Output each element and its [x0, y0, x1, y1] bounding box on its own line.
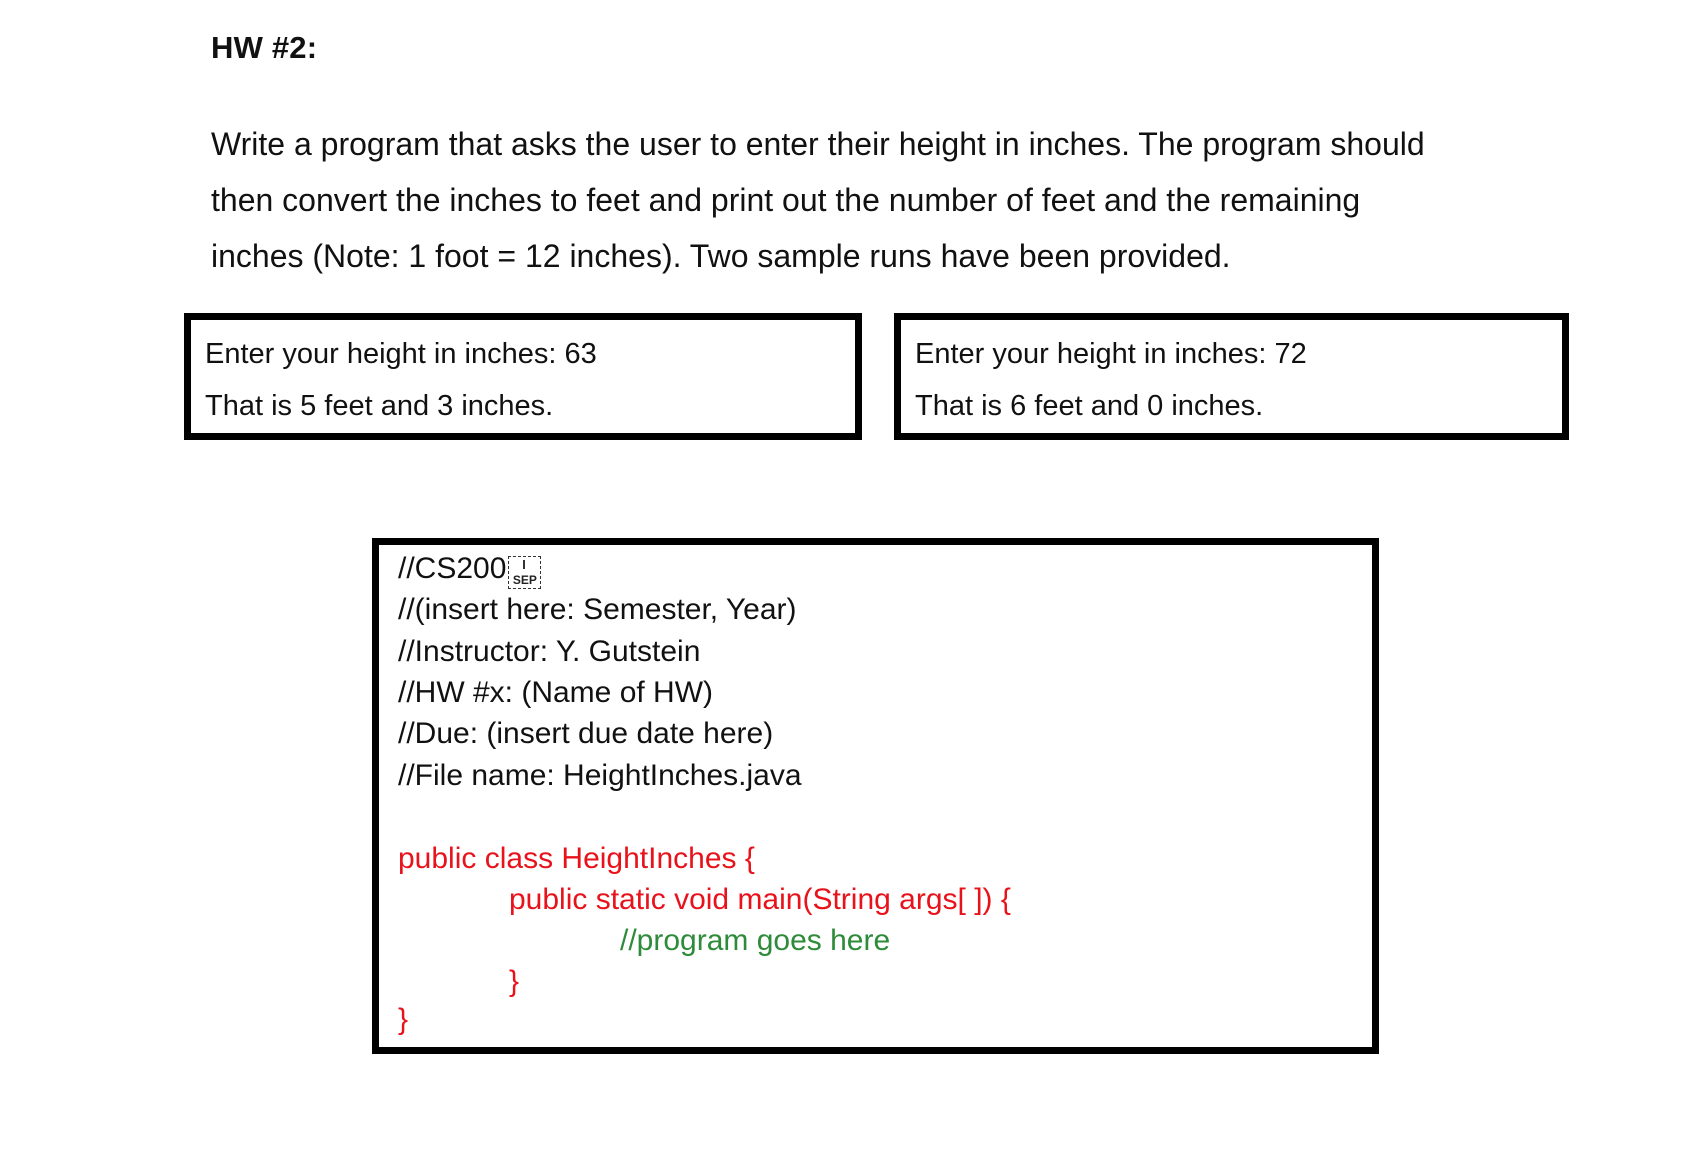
prompt-line: inches (Note: 1 foot = 12 inches). Two sample runs have been provided. — [211, 238, 1231, 274]
code-header-text: //CS200 — [398, 552, 507, 585]
sample-input-line: Enter your height in inches: 72 — [915, 338, 1307, 370]
code-class-declaration: public class HeightInches { — [398, 842, 755, 875]
prompt-line: Write a program that asks the user to enter their height in inches. The program should — [211, 126, 1425, 162]
sample-output-line: That is 5 feet and 3 inches. — [205, 390, 554, 422]
page-title: HW #2: — [211, 30, 318, 65]
code-template-box — [372, 538, 1379, 1054]
code-header-line: //File name: HeightInches.java — [398, 759, 802, 792]
code-header-line — [398, 552, 541, 589]
sep-marker-icon: SEP — [508, 556, 541, 589]
code-header-line: //HW #x: (Name of HW) — [398, 676, 714, 709]
code-header-line: //Due: (insert due date here) — [398, 717, 774, 750]
sample-run-1 — [184, 313, 862, 440]
code-close-brace-inner: } — [509, 965, 520, 998]
assignment-prompt — [211, 116, 1551, 284]
code-header-line: //Instructor: Y. Gutstein — [398, 635, 701, 668]
code-main-declaration: public static void main(String args[ ]) { — [509, 883, 1011, 916]
sample-input-line: Enter your height in inches: 63 — [205, 338, 597, 370]
code-comment: //program goes here — [620, 924, 891, 957]
prompt-line: then convert the inches to feet and print out the number of feet and the remaining — [211, 182, 1361, 218]
code-header-line: //(insert here: Semester, Year) — [398, 593, 797, 626]
code-close-brace-outer: } — [398, 1003, 409, 1036]
sample-output-line: That is 6 feet and 0 inches. — [915, 390, 1264, 422]
sample-run-2 — [894, 313, 1569, 440]
